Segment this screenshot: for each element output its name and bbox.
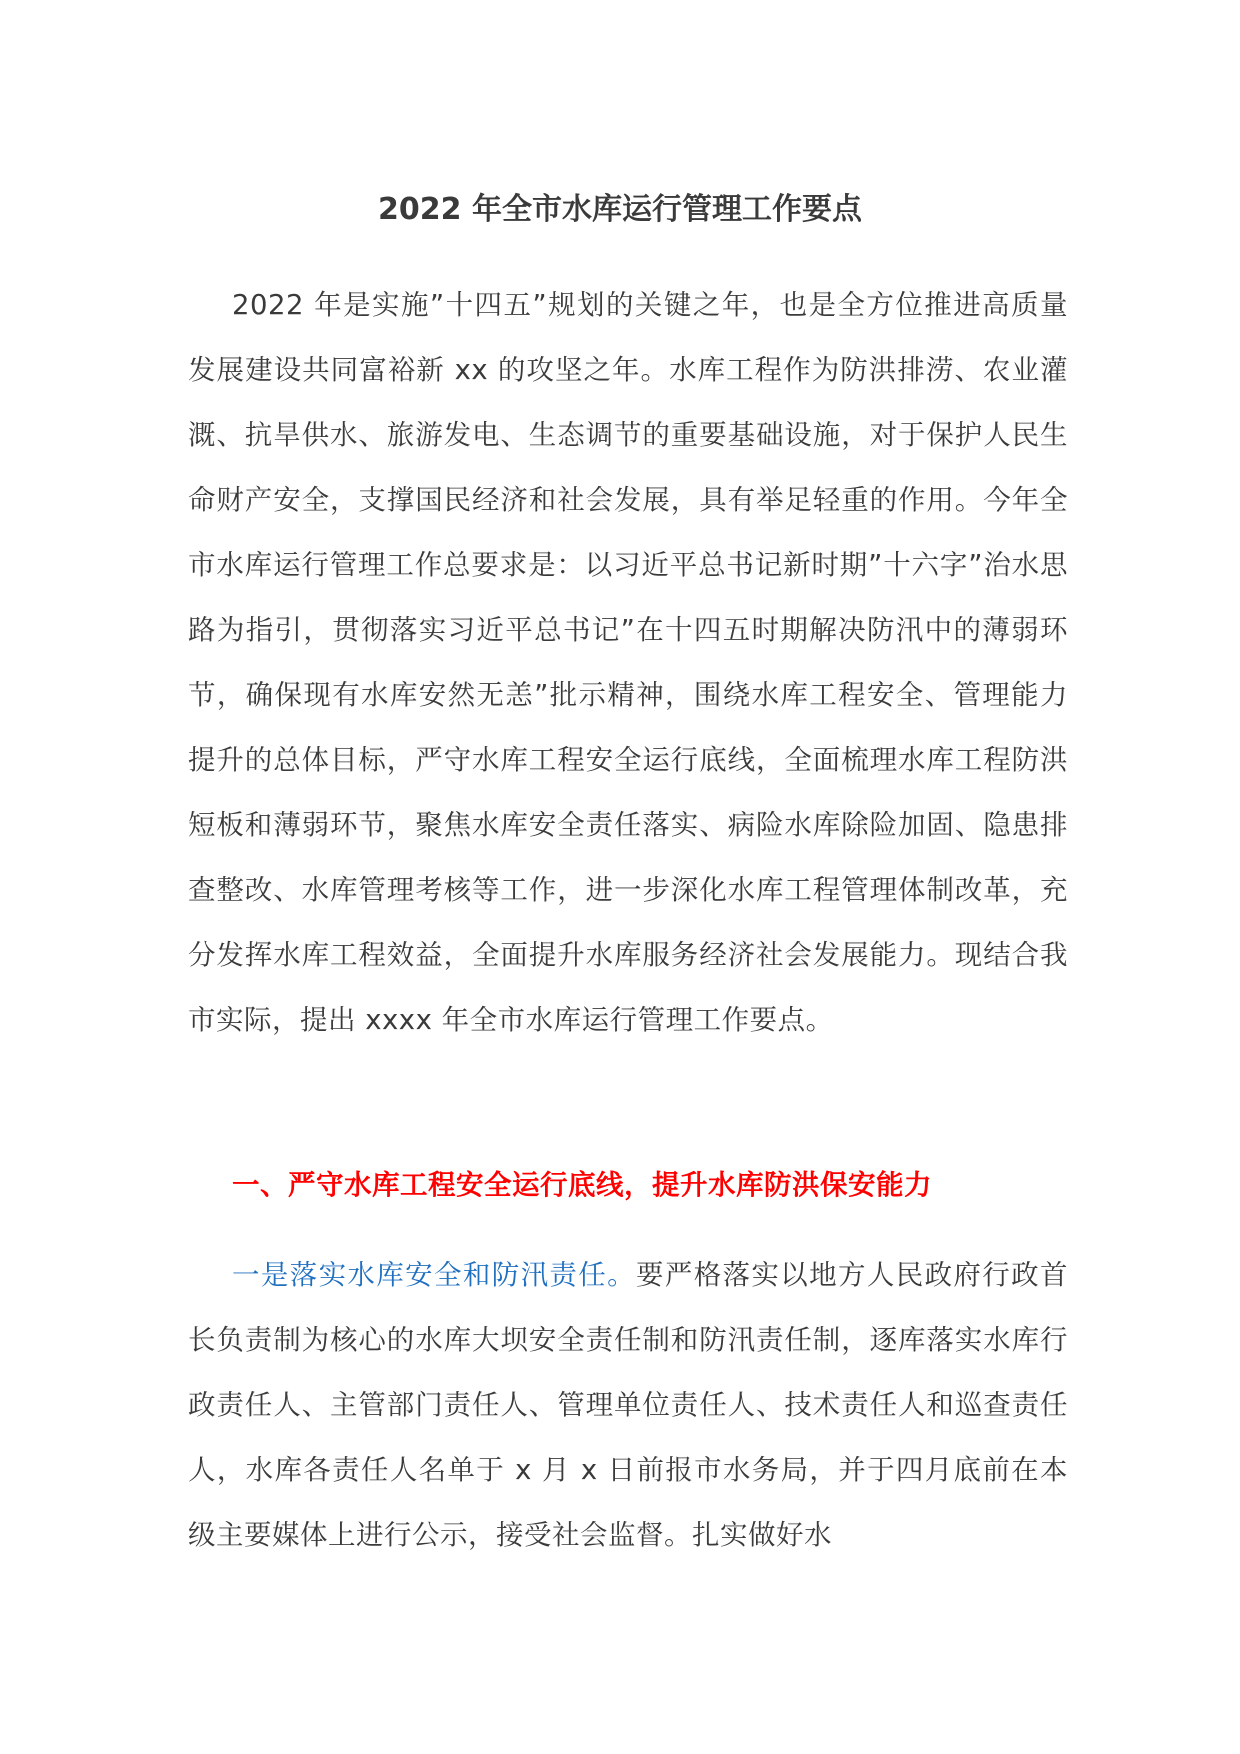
intro-paragraph: 2022 年是实施”十四五”规划的关键之年，也是全方位推进高质量发展建设共同富裕新 xx 的攻坚之年。水库工程作为防洪排涝、农业灌溉、抗旱供水、旅游发电、生态调节的重要基础设施，对于保护人民生命财产安全，支撑国民经济和社会发展，具有举足轻重的作用。今年全市水库运行管理工作总要求是：以习近平总书记新时期”十六字”治水思路为指引，贯彻落实习近平总书记”在十四五时期解决防汛中的薄弱环节，确保现有水库安然无恙”批示精神，围绕水库工程安全、管理能力提升的总体目标，严守水库工程安全运行底线，全面梳理水库工程防洪短板和薄弱环节，聚焦水库安全责任落实、病险水库除险加固、隐患排查整改、水库管理考核等工作，进一步深化水库工程管理体制改革，充分发挥水库工程效益，全面提升水库服务经济社会发展能力。现结合我市实际，提出 xxxx 年全市水库运行管理工作要点。 — [188, 289, 1068, 1036]
section-1-item-1-body: 要严格落实以地方人民政府行政首长负责制为核心的水库大坝安全责任制和防汛责任制，逐库落实水库行政责任人、主管部门责任人、管理单位责任人、技术责任人和巡查责任人，水库各责任人名单于 x 月 x 日前报市水务局，并于四月底前在本级主要媒体上进行公示，接受社会监督。扎实做好水 — [188, 1259, 1068, 1551]
document-title: 2022 年全市水库运行管理工作要点 — [378, 192, 862, 227]
section-1-item-1-lead: 一是落实水库安全和防汛责任。 — [232, 1259, 636, 1291]
section-1-heading: 一、严守水库工程安全运行底线，提升水库防洪保安能力 — [232, 1169, 932, 1201]
section-1-item-1-paragraph — [188, 1243, 1068, 1568]
